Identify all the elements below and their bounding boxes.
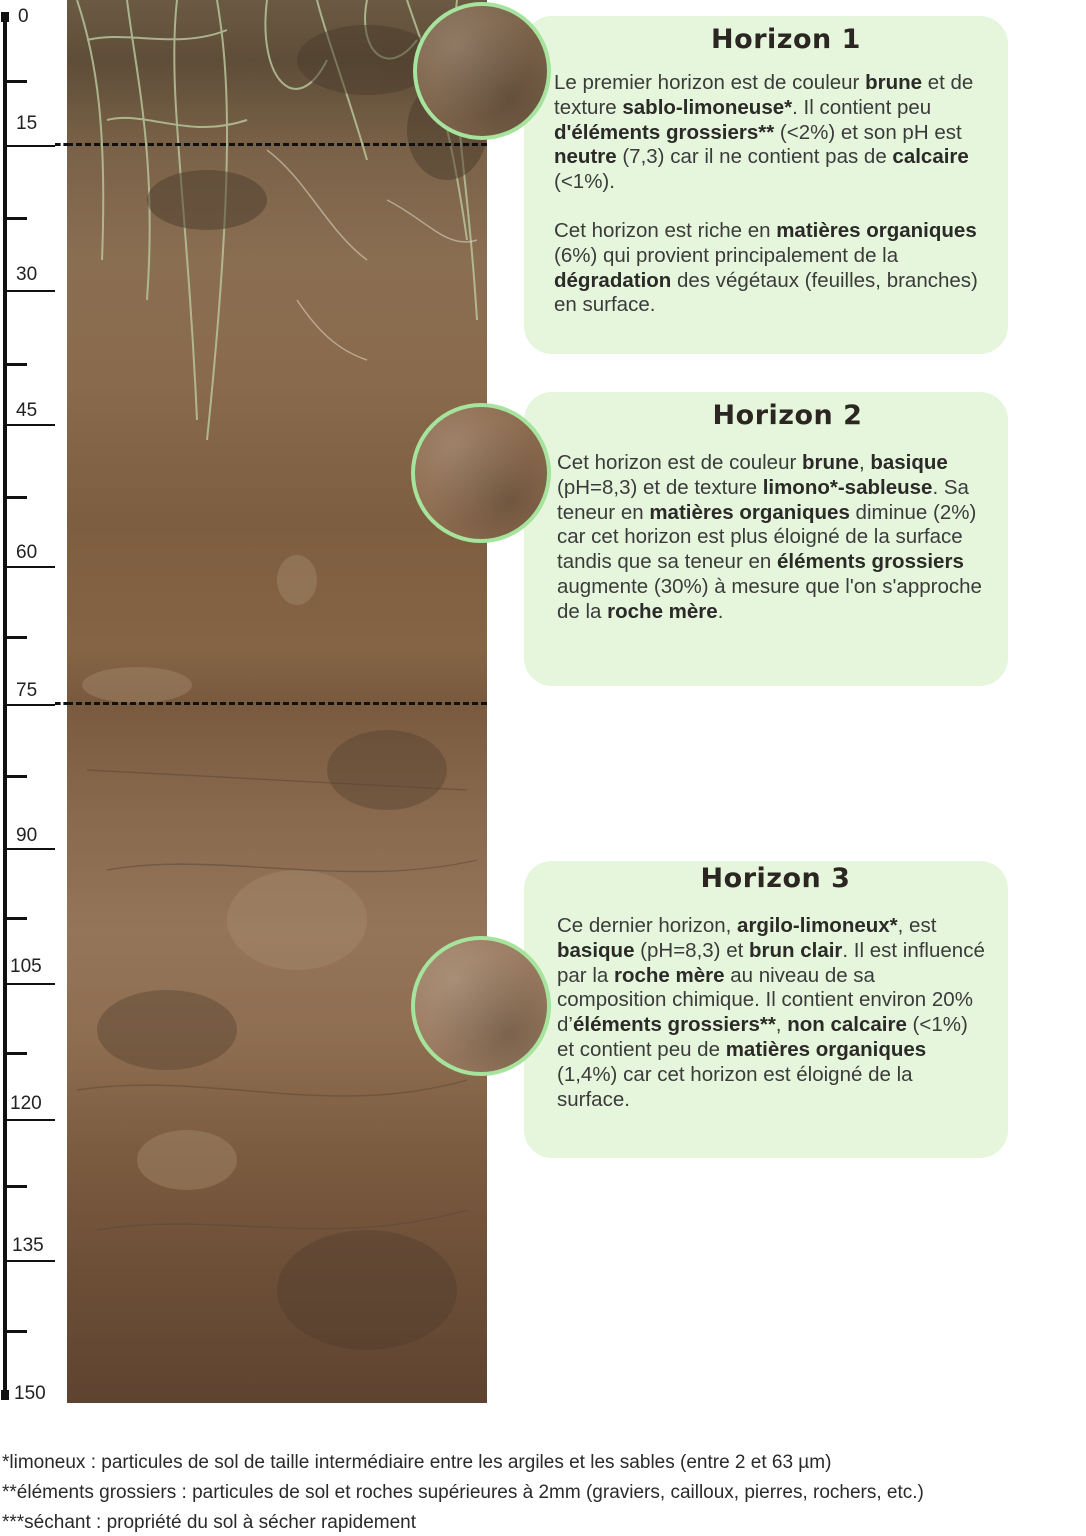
emphasized-term: brun clair [748,938,843,962]
horizon-boundary-1-lead [55,143,69,146]
horizon-3-title: Horizon 3 [700,863,851,894]
horizon-3-closeup [411,936,551,1076]
minor-tick [5,80,27,83]
emphasized-term: non calcaire [787,1013,907,1037]
minor-tick [5,1052,27,1055]
major-tick [5,566,55,568]
emphasized-term: matières organiques [776,218,977,242]
emphasized-term: matières organiques [649,500,850,524]
horizon-2-card [524,392,1008,686]
text-run: Cet horizon est de couleur [557,451,802,474]
depth-label: 120 [10,1093,42,1114]
text-run: des végétaux (feuilles, branches) en surface. [554,268,978,317]
emphasized-term: sablo-limoneuse* [622,95,793,119]
horizon-2-closeup [411,403,551,543]
horizon-3-paragraph [557,914,988,1112]
horizon-1-closeup [413,2,551,140]
emphasized-term: basique [870,451,948,474]
depth-label: 30 [16,264,38,285]
major-tick [5,1260,55,1262]
major-tick [5,704,55,706]
depth-label: 0 [18,6,29,27]
depth-label: 90 [16,825,38,846]
text-run: (7,3) car il ne contient pas de [616,145,893,169]
horizon-boundary-2 [67,702,487,705]
footnote-sechant: ***séchant : propriété du sol à sécher rapidement [2,1512,417,1533]
horizon-1-card [524,16,1008,354]
text-run: (<1%) et contient peu de [557,1013,968,1061]
text-run: Ce dernier horizon, [557,914,738,937]
horizon-1-paragraph-2 [554,219,988,318]
text-run: . Il est influencé par la [557,938,985,987]
horizon-2-paragraph [557,451,988,625]
text-run: (pH=8,3) et de texture [557,475,763,499]
minor-tick [5,1330,27,1333]
major-tick [5,848,55,850]
depth-label: 135 [12,1235,44,1256]
major-tick [5,290,55,292]
major-tick [5,983,55,985]
text-run: , [775,1013,788,1037]
text-run: Cet horizon est riche en [554,218,777,242]
text-run: (pH=8,3) et [634,938,749,962]
emphasized-term: d'éléments grossiers** [554,120,775,144]
depth-label: 150 [14,1383,46,1404]
depth-label: 60 [16,542,38,563]
emphasized-term: brune [865,71,923,94]
footnote-limoneux: *limoneux : particules de sol de taille intermédiaire entre les argiles et les sables (entre 2 et 63 µm) [2,1452,832,1473]
text-run: au niveau de sa composition chimique. Il contient environ 20% d’ [557,963,973,1037]
text-run: (6%) qui provient principalement de la [554,243,899,267]
text-run: . Sa teneur en [557,475,969,524]
emphasized-term: roche mère [613,963,725,987]
emphasized-term: dégradation [554,268,672,292]
horizon-2-title: Horizon 2 [712,400,863,431]
horizon-boundary-1 [67,143,487,146]
minor-tick [5,636,27,639]
text-run: (1,4%) car cet horizon est éloigné de la surface. [557,1062,913,1111]
footnote-elements-grossiers: **éléments grossiers : particules de sol et roches supérieures à 2mm (graviers, cailloux, pierres, rochers, etc.) [2,1482,924,1503]
minor-tick [5,217,27,220]
major-tick [5,145,55,147]
minor-tick [5,1185,27,1188]
depth-label: 105 [10,956,42,977]
text-run: , est [897,914,937,937]
axis-bottom-cap [1,1390,9,1400]
depth-ruler [0,0,70,1410]
major-tick [5,424,55,426]
text-run: augmente (30%) à mesure que l'on s'approche de la [557,574,982,623]
soil-texture-illustration [67,470,487,1403]
emphasized-term: basique [557,938,635,962]
text-run: (<1%). [554,170,615,194]
major-tick [5,1119,55,1121]
emphasized-term: matières organiques [725,1037,927,1061]
emphasized-term: éléments grossiers [776,550,964,574]
horizon-1-paragraph-1 [554,71,988,195]
depth-label: 75 [16,680,38,701]
text-run: diminue (2%) car cet horizon est plus éloigné de la surface tandis que sa teneur en [557,500,977,574]
minor-tick [5,917,27,920]
text-run: (<2%) et son pH est [774,120,962,144]
depth-label: 15 [16,113,38,134]
minor-tick [5,496,27,499]
text-run: . [717,599,724,623]
depth-label: 45 [16,400,38,421]
soil-profile-photo [67,0,487,1403]
axis-top-cap [1,12,9,22]
emphasized-term: calcaire [892,145,969,169]
emphasized-term: roche mère [607,599,718,623]
horizon-3-card [524,861,1008,1158]
text-run: . Il contient peu [792,95,932,119]
horizon-boundary-2-lead [55,702,69,705]
emphasized-term: limono*-sableuse [762,475,933,499]
minor-tick [5,363,27,366]
emphasized-term: argilo-limoneux* [737,914,898,937]
emphasized-term: brune [802,451,859,474]
horizon-1-title: Horizon 1 [711,24,861,55]
text-run: Le premier horizon est de couleur [554,71,866,94]
emphasized-term: neutre [554,145,617,169]
minor-tick [5,775,27,778]
text-run: et de texture [554,71,974,119]
text-run: , [858,451,871,474]
emphasized-term: éléments grossiers** [572,1013,776,1037]
